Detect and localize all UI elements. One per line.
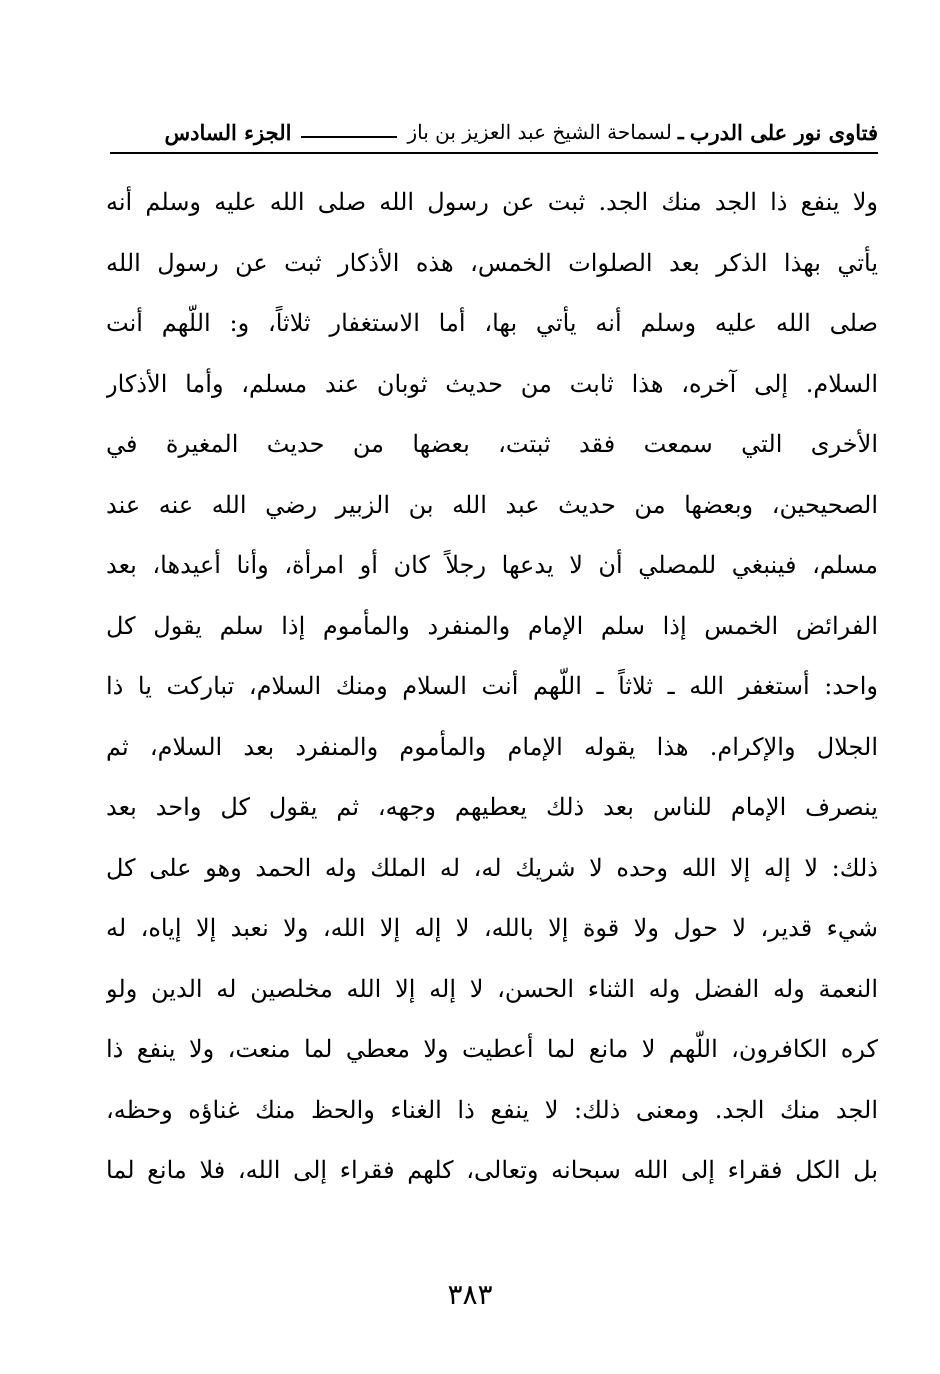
- text-line: الفرائض الخمس إذا سلم الإمام والمنفرد والمأموم إذا سلم يقول كل: [106, 611, 878, 640]
- book-title: فتاوى نور على الدرب: [689, 119, 878, 145]
- text-line: الأخرى التي سمعت فقد ثبتت، بعضها من حديث المغيرة في: [106, 430, 878, 458]
- text-line: بل الكل فقراء إلى الله سبحانه وتعالى، كلهم فقراء إلى الله، فلا مانع لما: [106, 1156, 878, 1184]
- page-number: ٣٨٣: [447, 1278, 493, 1311]
- text-line: الصحيحين، وبعضها من حديث عبد الله بن الزبير رضي الله عنه عند: [106, 490, 878, 519]
- author-name: لسماحة الشيخ عبد العزيز بن باز: [407, 120, 672, 144]
- volume-part: الجزء السادس: [164, 119, 292, 145]
- text-line: السلام. إلى آخره، هذا ثابت من حديث ثوبان عند مسلم، وأما الأذكار: [106, 369, 878, 398]
- text-line: مسلم، فينبغي للمصلي أن لا يدعها رجلاً كان أو امرأة، وأنا أعيدها، بعد: [106, 551, 878, 579]
- text-line: كره الكافرون، اللّهم لا مانع لما أعطيت ولا معطي لما منعت، ولا ينفع ذا: [106, 1035, 878, 1063]
- text-line: ينصرف الإمام للناس بعد ذلك يعطيهم وجهه، ثم يقول كل واحد بعد: [106, 793, 878, 821]
- text-line: شيء قدير، لا حول ولا قوة إلا بالله، لا إله إلا الله، ولا نعبد إلا إياه، له: [106, 914, 878, 942]
- text-line: يأتي بهذا الذكر بعد الصلوات الخمس، هذه الأذكار ثبت عن رسول الله: [106, 248, 878, 277]
- running-header: [110, 112, 878, 154]
- text-line: الجلال والإكرام. هذا يقوله الإمام والمأموم والمنفرد بعد السلام، ثم: [106, 732, 878, 761]
- text-line: النعمة وله الفضل وله الثناء الحسن، لا إله إلا الله مخلصين له الدين ولو: [106, 974, 878, 1003]
- text-line: ذلك: لا إله إلا الله وحده لا شريك له، له الملك وله الحمد وهو على كل: [106, 853, 878, 882]
- header-separator: ـ: [677, 120, 684, 144]
- text-line: صلى الله عليه وسلم أنه يأتي بها، أما الاستغفار ثلاثاً، و: اللّهم أنت: [106, 309, 878, 337]
- text-line: ولا ينفع ذا الجد منك الجد. ثبت عن رسول الله صلى الله عليه وسلم أنه: [106, 188, 878, 216]
- body-text: [106, 172, 878, 1201]
- header-rule: [301, 126, 397, 138]
- text-line: الجد منك الجد. ومعنى ذلك: لا ينفع ذا الغناء والحظ منك غناؤه وحظه،: [106, 1095, 878, 1124]
- text-line: واحد: أستغفر الله ـ ثلاثاً ـ اللّهم أنت السلام ومنك السلام، تباركت يا ذا: [106, 672, 878, 700]
